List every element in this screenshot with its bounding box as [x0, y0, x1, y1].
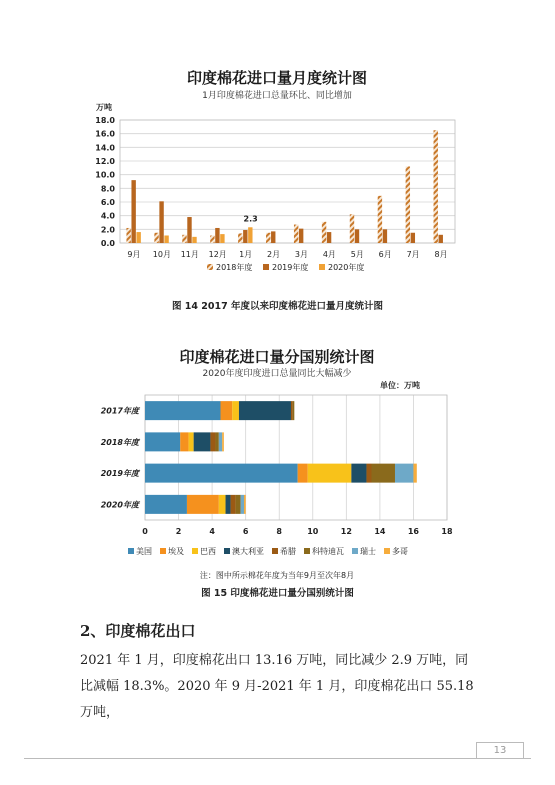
country-bar-segment [241, 495, 244, 514]
monthly-ytick-label: 12.0 [95, 157, 115, 166]
country-xtick-label: 0 [142, 527, 148, 536]
monthly-xtick-label: 9月 [127, 250, 141, 259]
monthly-xtick-label: 8月 [434, 250, 448, 259]
monthly-import-chart [0, 60, 555, 292]
country-bar-segment [210, 432, 215, 451]
monthly-xtick-label: 5月 [350, 250, 364, 259]
country-legend-swatch [272, 548, 278, 554]
country-bar-segment [395, 464, 413, 483]
monthly-chart-subtitle: 1月印度棉花进口总量环比、同比增加 [202, 91, 352, 101]
country-category-label: 2019年度 [100, 469, 139, 479]
monthly-ytick-label: 4.0 [100, 211, 115, 221]
country-bar-segment [291, 401, 293, 420]
monthly-bar [266, 233, 270, 243]
country-legend-label: 多哥 [392, 547, 408, 556]
country-legend-swatch [352, 548, 358, 554]
figure-14-caption: 图 14 2017 年度以来印度棉花进口量月度统计图 [171, 301, 384, 312]
monthly-legend-label: 2020年度 [328, 263, 365, 272]
country-xtick-label: 6 [242, 527, 249, 536]
country-xtick-label: 14 [374, 527, 386, 536]
monthly-bar [299, 229, 303, 243]
monthly-bar [434, 130, 438, 243]
monthly-bar [355, 229, 359, 243]
country-chart-unit: 单位：万吨 [380, 381, 420, 390]
monthly-bar [126, 228, 130, 243]
monthly-ytick-label: 0.0 [100, 239, 115, 248]
monthly-bar [131, 180, 135, 243]
monthly-legend-label: 2019年度 [272, 263, 309, 272]
monthly-xtick-label: 7月 [406, 250, 420, 259]
country-legend-swatch [224, 548, 230, 554]
country-bar-segment [145, 401, 221, 420]
monthly-chart-legend [207, 262, 364, 272]
monthly-bar [159, 201, 163, 243]
monthly-bar [187, 217, 191, 243]
monthly-chart-grid [120, 120, 455, 243]
country-xtick-label: 10 [307, 527, 319, 536]
monthly-annotation-label: 2.3 [243, 214, 258, 224]
country-bar-segment [366, 464, 371, 483]
country-xtick-label: 4 [209, 527, 215, 536]
country-bar-segment [145, 464, 298, 483]
monthly-xtick-label: 1月 [239, 250, 253, 259]
country-bar-segment [222, 432, 224, 451]
country-bar-segment [308, 464, 352, 483]
monthly-bar [182, 235, 186, 243]
monthly-xtick-label: 12月 [208, 250, 227, 259]
country-import-chart [0, 345, 555, 595]
monthly-xtick-label: 6月 [378, 250, 392, 259]
country-legend-label: 巴西 [200, 547, 216, 556]
country-bar-segment [372, 464, 395, 483]
monthly-ytick-label: 2.0 [100, 225, 115, 235]
monthly-bar [243, 230, 247, 243]
country-bar-segment [239, 401, 291, 420]
monthly-bar [294, 225, 298, 243]
country-bar-segment [244, 495, 246, 514]
country-legend-label: 希腊 [280, 547, 296, 556]
country-bar-segment [145, 432, 180, 451]
monthly-bar [248, 227, 252, 243]
monthly-bar [406, 166, 410, 243]
country-legend-label: 澳大利亚 [232, 547, 264, 556]
monthly-bar [378, 196, 382, 243]
country-bar-segment [221, 401, 233, 420]
monthly-bar [439, 235, 443, 243]
monthly-bar [327, 232, 331, 243]
country-legend-swatch [384, 548, 390, 554]
monthly-chart-title: 印度棉花进口量月度统计图 [186, 69, 368, 87]
country-xtick-label: 12 [340, 527, 352, 536]
footer-divider [24, 758, 531, 759]
country-bar-segment [351, 464, 366, 483]
monthly-bar [164, 235, 168, 243]
monthly-ytick-label: 14.0 [95, 143, 115, 153]
monthly-legend-swatch [319, 264, 325, 270]
monthly-bar [215, 228, 219, 243]
monthly-ytick-label: 16.0 [95, 129, 115, 139]
country-bar-segment [194, 432, 211, 451]
paragraph-line-1: 2021 年 1 月，印度棉花出口 13.16 万吨，同比减少 2.9 万吨，同 [80, 653, 469, 668]
monthly-ytick-label: 10.0 [95, 170, 115, 180]
country-category-label: 2020年度 [100, 500, 139, 510]
country-xtick-label: 18 [441, 527, 453, 536]
country-bar-segment [219, 432, 222, 451]
country-legend-swatch [192, 548, 198, 554]
monthly-bar [271, 231, 275, 243]
monthly-legend-swatch [207, 264, 213, 270]
country-chart-bars [145, 401, 417, 514]
country-bar-segment [187, 495, 219, 514]
country-bar-segment [189, 432, 194, 451]
figure-15-caption: 图 15 印度棉花进口量分国别统计图 [201, 588, 354, 599]
monthly-bar [322, 222, 326, 243]
country-category-label: 2018年度 [100, 437, 139, 447]
country-bar-segment [231, 495, 236, 514]
country-chart-note: 注：图中所示棉花年度为当年9月至次年8月 [199, 571, 355, 580]
monthly-legend-swatch [263, 264, 269, 270]
monthly-xtick-label: 3月 [294, 250, 309, 259]
monthly-bar [192, 237, 196, 243]
country-xtick-label: 8 [276, 527, 283, 536]
monthly-bar [350, 214, 354, 243]
monthly-bar [411, 233, 415, 243]
country-category-label: 2017年度 [100, 406, 139, 416]
country-bar-segment [232, 401, 239, 420]
monthly-ytick-label: 6.0 [100, 198, 115, 207]
country-legend-swatch [304, 548, 310, 554]
page-number: 13 [476, 742, 524, 759]
country-xtick-label: 2 [175, 527, 182, 536]
country-bar-segment [145, 495, 187, 514]
country-bar-segment [298, 464, 308, 483]
country-bar-segment [219, 495, 226, 514]
country-chart-title: 印度棉花进口量分国别统计图 [179, 348, 375, 366]
monthly-bar [210, 235, 214, 243]
country-bar-segment [236, 495, 241, 514]
country-chart-subtitle: 2020年度印度进口总量同比大幅减少 [202, 369, 352, 379]
country-bar-segment [293, 401, 295, 420]
monthly-ytick-label: 18.0 [95, 116, 115, 125]
country-chart-legend [128, 546, 408, 556]
monthly-plot-frame [120, 120, 455, 243]
monthly-bar [383, 229, 387, 243]
country-legend-label: 美国 [136, 547, 152, 556]
country-xtick-label: 16 [407, 527, 420, 536]
monthly-chart-ylabel: 万吨 [96, 103, 112, 112]
monthly-xtick-label: 10月 [152, 250, 171, 259]
monthly-bar [238, 233, 242, 243]
monthly-bar [154, 233, 158, 243]
country-legend-swatch [160, 548, 166, 554]
country-legend-label: 瑞士 [360, 547, 376, 556]
country-bar-segment [180, 432, 188, 451]
monthly-ytick-label: 8.0 [100, 184, 115, 194]
monthly-bar [220, 234, 224, 243]
monthly-xtick-label: 2月 [266, 250, 281, 259]
country-bar-segment [215, 432, 218, 451]
section-title: 2、印度棉花出口 [80, 622, 196, 640]
monthly-xtick-label: 11月 [180, 250, 199, 259]
paragraph-line-2: 比减幅 18.3%。2020 年 9 月-2021 年 1 月，印度棉花出口 55.18 万吨， [80, 679, 474, 720]
country-legend-label: 科特迪瓦 [312, 547, 344, 556]
monthly-legend-label: 2018年度 [216, 263, 253, 272]
monthly-xtick-label: 4月 [322, 250, 336, 259]
country-legend-swatch [128, 548, 134, 554]
monthly-bar [136, 232, 140, 243]
country-bar-segment [226, 495, 231, 514]
country-bar-segment [413, 464, 416, 483]
country-legend-label: 埃及 [168, 547, 184, 556]
